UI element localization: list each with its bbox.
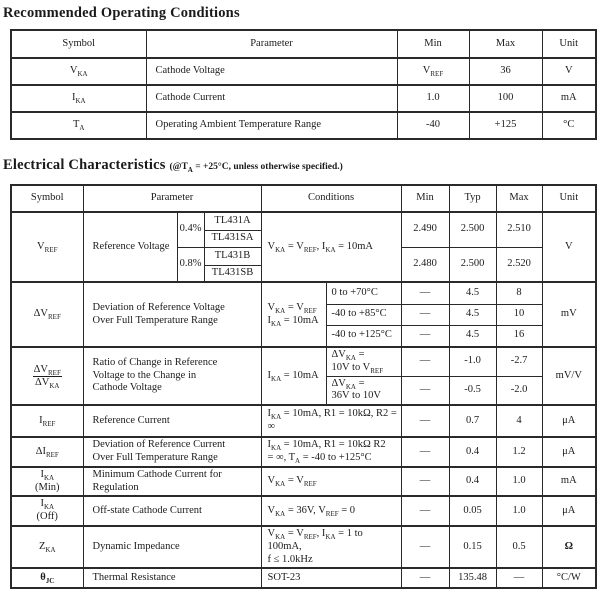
parameter-cell: Cathode Current <box>146 85 397 112</box>
min-cell: — <box>401 347 449 376</box>
temp-range-cell: -40 to +85°C <box>326 304 401 325</box>
min-cell: $V_{REF}$ <box>397 58 469 85</box>
roc-row-cathode-current <box>11 85 596 112</box>
roc-header-min: Min <box>397 30 469 58</box>
ec-row-ratio-10v <box>11 347 596 376</box>
device-cell: TL431A <box>204 212 261 230</box>
max-cell: -2.7 <box>496 347 542 376</box>
max-cell: 8 <box>496 282 542 304</box>
ec-row-ika-min <box>11 467 596 497</box>
min-cell: 2.480 <box>401 247 449 282</box>
ec-header-min: Min <box>401 185 449 212</box>
unit-cell: °C/W <box>542 568 596 588</box>
unit-cell: °C <box>542 112 596 139</box>
ec-header-unit: Unit <box>542 185 596 212</box>
conditions-cell: $V_{KA} = 36V$, $V_{REF} = 0$ <box>261 496 401 526</box>
unit-cell: mV <box>542 282 596 347</box>
symbol-cell: $T_A$ <box>11 112 146 139</box>
unit-cell: μA <box>542 405 596 437</box>
fraction-numerator: $\Delta V_{REF}$ <box>33 363 61 377</box>
ec-header-typ: Typ <box>449 185 496 212</box>
min-cell: -40 <box>397 112 469 139</box>
parameter-cell: Operating Ambient Temperature Range <box>146 112 397 139</box>
typ-cell: 2.500 <box>449 247 496 282</box>
section-title-note: ($@T_A = +25^\circ C$, unless otherwise specified.) <box>169 162 343 174</box>
max-cell: 1.2 <box>496 437 542 467</box>
symbol-cell: $Z_{KA}$ <box>11 526 83 568</box>
typ-cell: 4.5 <box>449 325 496 347</box>
electrical-characteristics-table <box>10 184 597 589</box>
typ-cell: 2.500 <box>449 212 496 247</box>
symbol-cell: $I_{KA}$ (Off) <box>11 496 83 526</box>
ec-header-symbol: Symbol <box>11 185 83 212</box>
temp-range-cell: -40 to +125°C <box>326 325 401 347</box>
max-cell: 2.520 <box>496 247 542 282</box>
roc-header-parameter: Parameter <box>146 30 397 58</box>
typ-cell: -0.5 <box>449 376 496 405</box>
parameter-cell: Reference Voltage <box>83 212 177 282</box>
unit-cell: V <box>542 58 596 85</box>
roc-header-unit: Unit <box>542 30 596 58</box>
conditions-cell: $V_{KA} = V_{REF}$, $I_{KA} = 1$ to 100mA, f ≤ 1.0kHz <box>261 526 401 568</box>
symbol-cell: $I_{KA}$ <box>11 85 146 112</box>
ec-row-dvref-0to70 <box>11 282 596 304</box>
roc-row-ambient-temperature <box>11 112 596 139</box>
max-cell: 0.5 <box>496 526 542 568</box>
unit-cell: mA <box>542 85 596 112</box>
symbol-cell: $\Delta I_{REF}$ <box>11 437 83 467</box>
typ-cell: -1.0 <box>449 347 496 376</box>
min-cell: — <box>401 496 449 526</box>
parameter-cell: Cathode Voltage <box>146 58 397 85</box>
conditions-cell: $I_{KA} = 10mA$ <box>261 347 326 405</box>
parameter-cell: Minimum Cathode Current for Regulation <box>83 467 261 497</box>
section-title-recommended-operating-conditions: Recommended Operating Conditions <box>3 5 240 21</box>
max-cell: 1.0 <box>496 467 542 497</box>
ec-header-row <box>11 185 596 212</box>
device-cell: TL431B <box>204 247 261 265</box>
parameter-cell: Off-state Cathode Current <box>83 496 261 526</box>
min-cell: — <box>401 304 449 325</box>
ec-row-diref <box>11 437 596 467</box>
min-cell: — <box>401 282 449 304</box>
symbol-cell: $V_{KA}$ <box>11 58 146 85</box>
parameter-cell: Deviation of Reference Current Over Full Temperature Range <box>83 437 261 467</box>
conditions-cell: $I_{KA} = 10mA$, R1 = 10kΩ, R2 = ∞ <box>261 405 401 437</box>
tolerance-cell: 0.8% <box>177 247 204 282</box>
roc-header-symbol: Symbol <box>11 30 146 58</box>
parameter-cell: Reference Current <box>83 405 261 437</box>
max-cell: 100 <box>469 85 542 112</box>
symbol-cell: $I_{REF}$ <box>11 405 83 437</box>
min-cell: 1.0 <box>397 85 469 112</box>
symbol-cell: $\Delta V_{REF}$ <box>11 282 83 347</box>
tolerance-cell: 0.4% <box>177 212 204 247</box>
parameter-cell: Ratio of Change in Reference Voltage to the Change in Cathode Voltage <box>83 347 261 405</box>
max-cell: 4 <box>496 405 542 437</box>
max-cell: 10 <box>496 304 542 325</box>
conditions-cell: $V_{KA} = V_{REF}$, $I_{KA} = 10mA$ <box>261 212 401 282</box>
max-cell: 36 <box>469 58 542 85</box>
roc-header-row <box>11 30 596 58</box>
symbol-cell: $V_{REF}$ <box>11 212 83 282</box>
min-cell: — <box>401 467 449 497</box>
section-title-electrical-characteristics <box>3 157 343 174</box>
max-cell: -2.0 <box>496 376 542 405</box>
typ-cell: 0.05 <box>449 496 496 526</box>
typ-cell: 0.15 <box>449 526 496 568</box>
max-cell: 16 <box>496 325 542 347</box>
max-cell: — <box>496 568 542 588</box>
unit-cell: μA <box>542 496 596 526</box>
min-cell: 2.490 <box>401 212 449 247</box>
symbol-cell <box>11 347 83 405</box>
parameter-cell: Thermal Resistance <box>83 568 261 588</box>
min-cell: — <box>401 376 449 405</box>
device-cell: TL431SB <box>204 265 261 282</box>
ec-row-ika-off <box>11 496 596 526</box>
unit-cell: Ω <box>542 526 596 568</box>
roc-header-max: Max <box>469 30 542 58</box>
max-cell: 1.0 <box>496 496 542 526</box>
ec-header-max: Max <box>496 185 542 212</box>
typ-cell: 135.48 <box>449 568 496 588</box>
ec-header-parameter: Parameter <box>83 185 261 212</box>
min-cell: — <box>401 568 449 588</box>
conditions-cell: $V_{KA} = V_{REF}$ $I_{KA} = 10mA$ <box>261 282 326 347</box>
min-cell: — <box>401 437 449 467</box>
ec-row-theta-jc <box>11 568 596 588</box>
delta-vka-range-cell: $\Delta V_{KA}$ = 10V to $V_{REF}$ <box>326 347 401 376</box>
temp-range-cell: 0 to +70°C <box>326 282 401 304</box>
typ-cell: 0.7 <box>449 405 496 437</box>
fraction-denominator: $\Delta V_{KA}$ <box>35 376 60 390</box>
parameter-cell: Deviation of Reference Voltage Over Full Temperature Range <box>83 282 261 347</box>
conditions-cell: $V_{KA} = V_{REF}$ <box>261 467 401 497</box>
section-title-text: Electrical Characteristics <box>3 157 166 173</box>
unit-cell: μA <box>542 437 596 467</box>
min-cell: — <box>401 405 449 437</box>
conditions-cell: SOT-23 <box>261 568 401 588</box>
unit-cell: mA <box>542 467 596 497</box>
ec-row-iref <box>11 405 596 437</box>
device-cell: TL431SA <box>204 230 261 247</box>
ec-header-conditions: Conditions <box>261 185 401 212</box>
typ-cell: 4.5 <box>449 304 496 325</box>
fraction-symbol <box>33 364 62 389</box>
max-cell: +125 <box>469 112 542 139</box>
typ-cell: 4.5 <box>449 282 496 304</box>
recommended-operating-conditions-table <box>10 29 597 140</box>
parameter-cell: Dynamic Impedance <box>83 526 261 568</box>
unit-cell: V <box>542 212 596 282</box>
symbol-cell: $I_{KA}$ (Min) <box>11 467 83 497</box>
ec-row-zka <box>11 526 596 568</box>
conditions-cell: $I_{KA} = 10mA$, R1 = 10kΩ R2 = ∞, $T_A = -40$ to +125°C <box>261 437 401 467</box>
typ-cell: 0.4 <box>449 467 496 497</box>
min-cell: — <box>401 325 449 347</box>
unit-cell: mV/V <box>542 347 596 405</box>
symbol-cell: $\theta_{JC}$ <box>11 568 83 588</box>
delta-vka-range-cell: $\Delta V_{KA}$ = 36V to 10V <box>326 376 401 405</box>
ec-row-vref-tl431a <box>11 212 596 230</box>
max-cell: 2.510 <box>496 212 542 247</box>
min-cell: — <box>401 526 449 568</box>
typ-cell: 0.4 <box>449 437 496 467</box>
roc-row-cathode-voltage <box>11 58 596 85</box>
